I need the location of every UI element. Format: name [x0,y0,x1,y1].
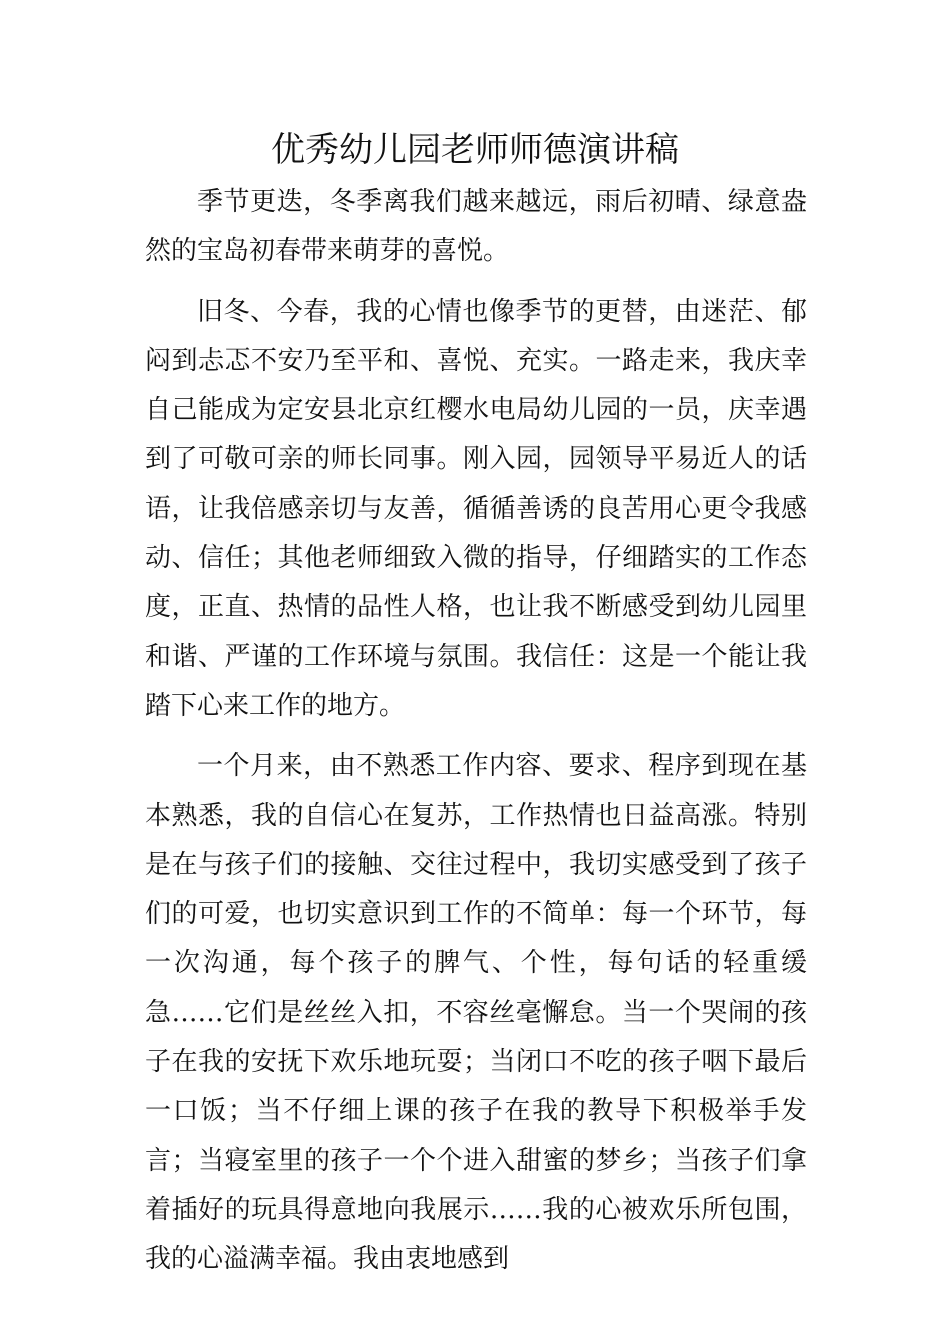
paragraph: 季节更迭，冬季离我们越来越远，雨后初晴、绿意盎然的宝岛初春带来萌芽的喜悦。 [145,187,807,267]
paragraph: 旧冬、今春，我的心情也像季节的更替，由迷茫、郁闷到忐忑不安乃至平和、喜悦、充实。一路走来，我庆幸自己能成为定安县北京红樱水电局幼儿园的一员，庆幸遇到了可敬可亲的师长同事。刚入园，园领导平易近人的话语，让我倍感亲切与友善，循循善诱的良苦用心更令我感动、信任；其他老师细致入微的指导，仔细踏实的工作态度，正直、热情的品性人格，也让我不断感受到幼儿园里和谐、严谨的工作环境与氛围。我信任：这是一个能让我踏下心来工作的地方。 [145,296,807,721]
paragraph: 一个月来，由不熟悉工作内容、要求、程序到现在基本熟悉，我的自信心在复苏，工作热情也日益高涨。特别是在与孩子们的接触、交往过程中，我切实感受到了孩子们的可爱，也切实意识到工作的不简单：每一个环节，每一次沟通，每个孩子的脾气、个性，每句话的轻重缓急……它们是丝丝入扣，不容丝毫懈怠。当一个哭闹的孩子在我的安抚下欢乐地玩耍；当闭口不吃的孩子咽下最后一口饭；当不仔细上课的孩子在我的教导下积极举手发言；当寝室里的孩子一个个进入甜蜜的梦乡；当孩子们拿着插好的玩具得意地向我展示……我的心被欢乐所包围，我的心溢满幸福。我由衷地感到 [145,751,807,1275]
document-body [145,178,807,1285]
document-title: 优秀幼儿园老师师德演讲稿 [271,130,679,170]
